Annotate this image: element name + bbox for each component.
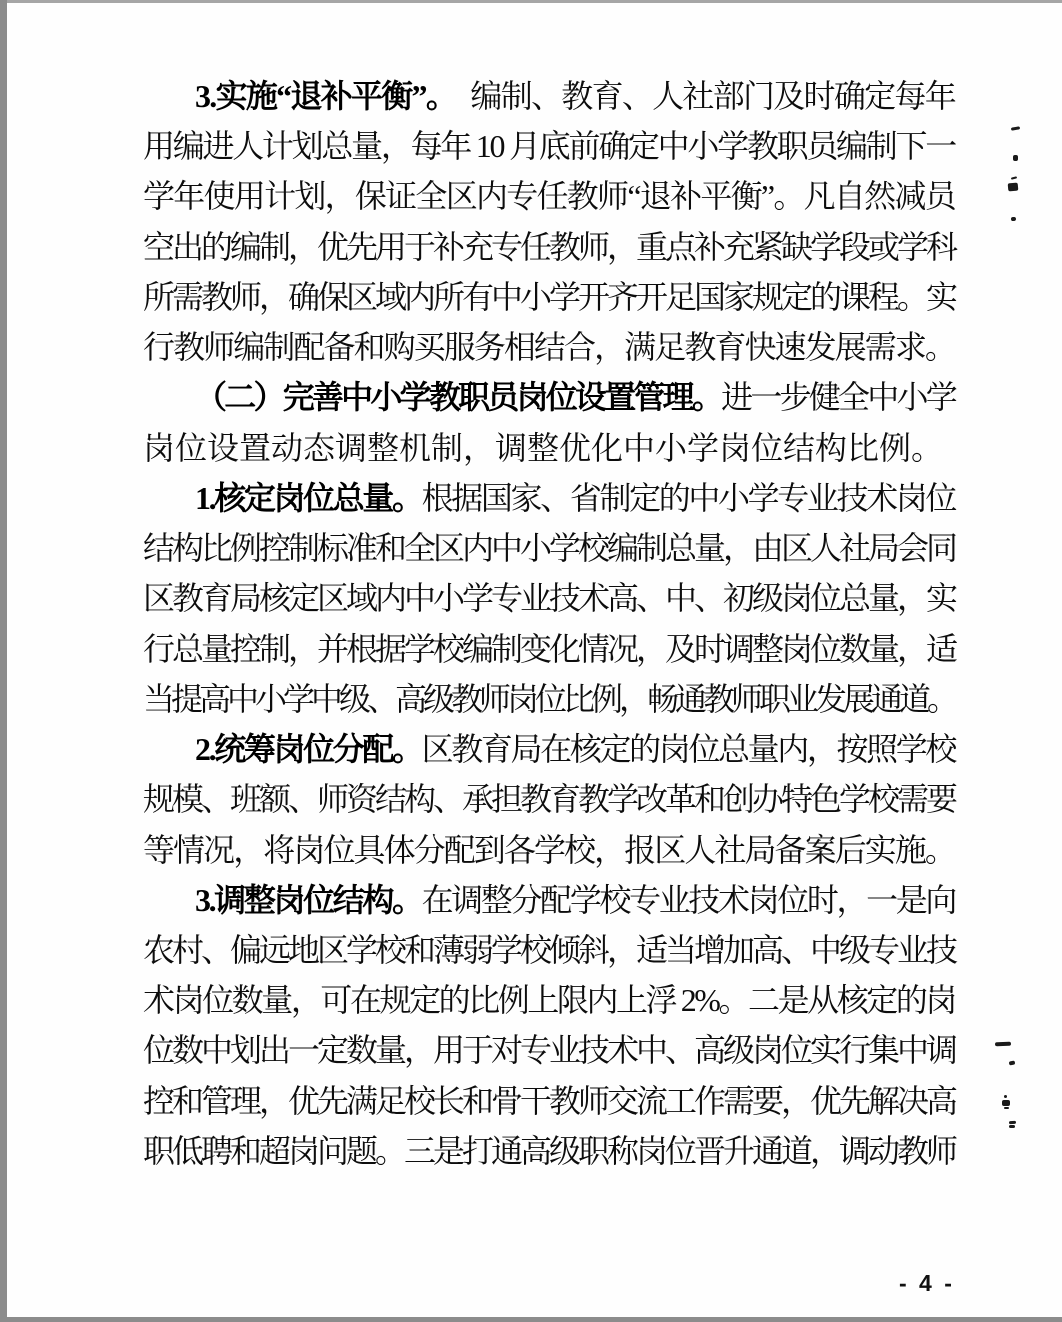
text-line xyxy=(143,925,955,975)
ink-mark xyxy=(1011,176,1017,179)
text-line xyxy=(143,121,955,171)
text-line xyxy=(143,724,955,774)
scan-artifact-bottom-strip xyxy=(0,1317,1062,1322)
text-line xyxy=(143,825,955,875)
text-line xyxy=(143,423,955,473)
ink-mark xyxy=(1013,155,1018,161)
text-line xyxy=(143,272,955,322)
ink-mark xyxy=(1004,1095,1007,1098)
body-run: 空出的编制，优先用于补充专任教师，重点补充紧缺学段或学科 xyxy=(143,228,955,265)
heading-run: 2.统筹岗位分配。 xyxy=(195,731,422,768)
text-line xyxy=(143,624,955,674)
ink-mark xyxy=(1009,1061,1016,1066)
heading-run: （二）完善中小学教职员岗位设置管理。 xyxy=(195,379,722,416)
body-run: 规模、班额、师资结构、承担教育教学改革和创办特色学校需要 xyxy=(143,781,955,818)
body-run: 结构比例控制标准和全区内中小学校编制总量，由区人社局会同 xyxy=(143,530,955,567)
text-line xyxy=(143,573,955,623)
body-run: 根据国家、省制定的中小学专业技术岗位 xyxy=(421,479,955,516)
document-body xyxy=(143,71,955,1176)
text-line xyxy=(143,473,955,523)
body-run: 等情况，将岗位具体分配到各学校，报区人社局备案后实施。 xyxy=(143,831,955,868)
body-run: 术岗位数量，可在规定的比例上限内上浮 2%。二是从核定的岗 xyxy=(143,982,955,1019)
ink-mark xyxy=(1011,126,1020,131)
body-run: 区教育局在核定的岗位总量内，按照学校 xyxy=(421,731,955,768)
body-run: 进一步健全中小学 xyxy=(721,379,955,416)
body-run: 农村、偏远地区学校和薄弱学校倾斜，适当增加高、中级专业技 xyxy=(143,931,955,968)
scan-artifact-top-strip xyxy=(0,0,1062,3)
text-line xyxy=(143,171,955,221)
text-line xyxy=(143,1126,955,1176)
text-line xyxy=(143,1025,955,1075)
text-line xyxy=(143,222,955,272)
ink-mark xyxy=(1002,1100,1010,1106)
text-line xyxy=(143,523,955,573)
scan-artifact-left-bar xyxy=(0,0,7,1322)
body-run: 区教育局核定区域内中小学专业技术高、中、初级岗位总量，实 xyxy=(143,580,955,617)
text-line xyxy=(143,875,955,925)
ink-mark xyxy=(1009,1125,1015,1128)
text-line xyxy=(143,372,955,422)
text-line xyxy=(143,774,955,824)
body-run: 当提高中小学中级、高级教师岗位比例，畅通教师职业发展通道。 xyxy=(143,680,955,717)
body-run: 控和管理，优先满足校长和骨干教师交流工作需要，优先解决高 xyxy=(143,1082,955,1119)
text-line xyxy=(143,322,955,372)
body-run: 岗位设置动态调整机制，调整优化中小学岗位结构比例。 xyxy=(143,429,944,466)
text-line xyxy=(143,1076,955,1126)
body-run: 编制、教育、人社部门及时确定每年 xyxy=(440,78,955,114)
body-run: 职低聘和超岗问题。三是打通高级职称岗位晋升通道，调动教师 xyxy=(143,1132,955,1169)
ink-mark xyxy=(1004,1107,1009,1109)
body-run: 所需教师，确保区域内所有中小学开齐开足国家规定的课程。实 xyxy=(143,278,955,315)
body-run: 位数中划出一定数量，用于对专业技术中、高级岗位实行集中调 xyxy=(143,1032,955,1069)
body-run: 行总量控制，并根据学校编制变化情况，及时调整岗位数量，适 xyxy=(143,630,955,667)
heading-run: 3.调整岗位结构。 xyxy=(195,881,422,918)
text-line xyxy=(143,975,955,1025)
heading-run: 3.实施“退补平衡”。 xyxy=(195,78,441,114)
ink-mark xyxy=(1008,183,1019,192)
heading-run: 1.核定岗位总量。 xyxy=(195,479,422,516)
ink-mark xyxy=(1009,1121,1016,1124)
body-run: 行教师编制配备和购买服务相结合，满足教育快速发展需求。 xyxy=(143,329,955,366)
body-run: 学年使用计划，保证全区内专任教师“退补平衡”。凡自然减员 xyxy=(143,178,955,215)
text-line xyxy=(143,71,955,121)
body-run: 用编进人计划总量，每年 10 月底前确定中小学教职员编制下一 xyxy=(143,128,955,165)
ink-mark xyxy=(1011,217,1016,221)
text-line xyxy=(143,674,955,724)
body-run: 在调整分配学校专业技术岗位时，一是向 xyxy=(421,881,955,918)
page-number: - 4 - xyxy=(899,1270,955,1296)
ink-mark xyxy=(995,1042,1011,1047)
